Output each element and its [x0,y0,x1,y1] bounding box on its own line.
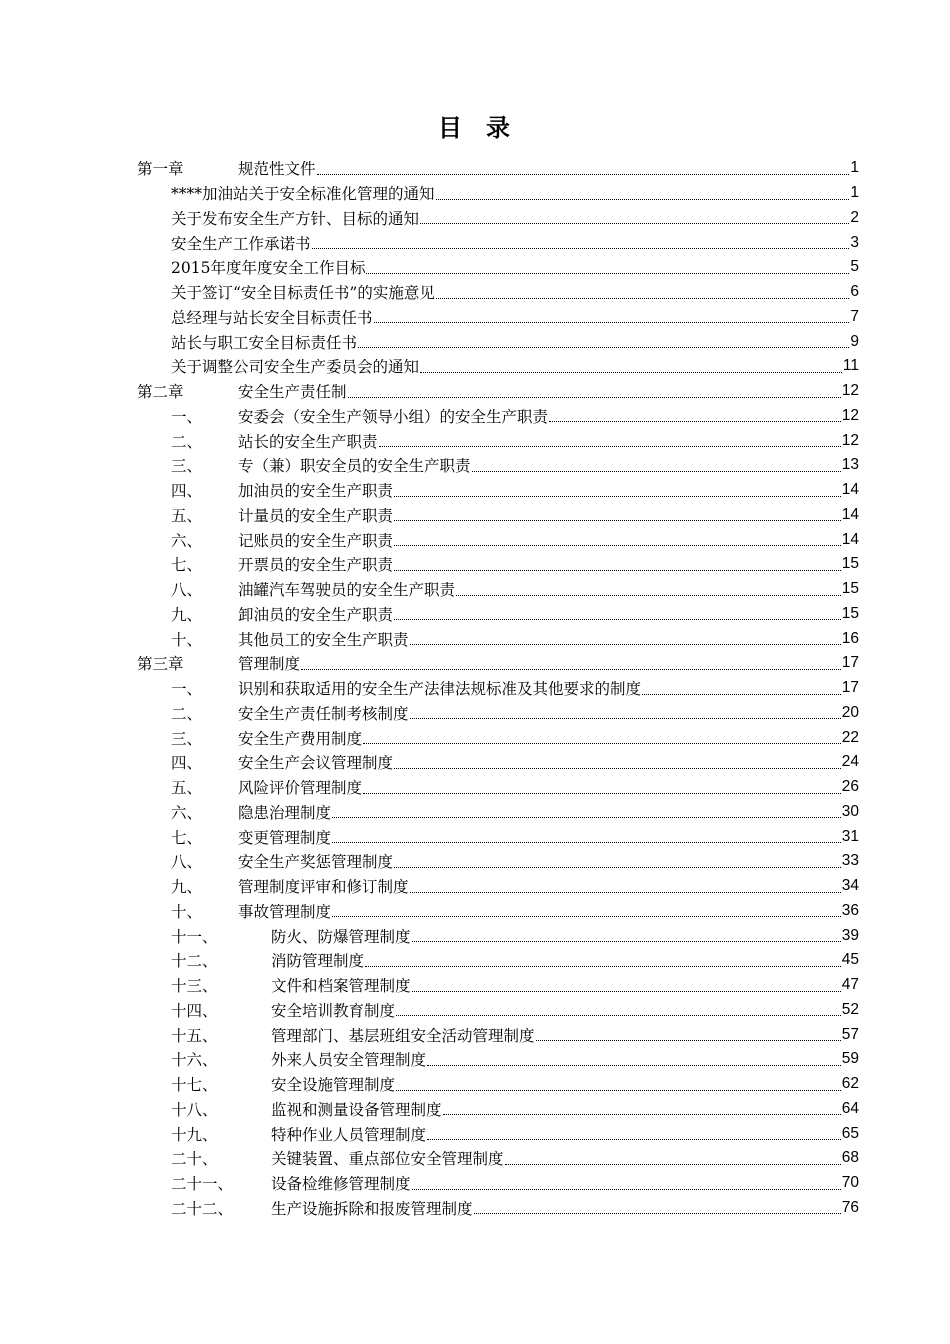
dot-leader [456,595,841,596]
toc-entry-page: 12 [841,382,859,400]
toc-entry-title: 事故管理制度 [238,902,332,921]
toc-entry-title: 特种作业人员管理制度 [271,1125,427,1144]
toc-entry[interactable] [171,923,859,948]
toc-entry-page: 14 [841,505,859,523]
toc-entry-number: 十三、 [171,977,218,996]
toc-entry-page: 24 [841,753,859,771]
toc-entry-number: 九、 [171,878,203,897]
toc-entry-page: 62 [841,1075,859,1093]
dot-leader [394,545,841,546]
toc-entry-number: 七、 [171,828,203,847]
toc-entry-page: 26 [841,778,859,796]
toc-entry-number: 十、 [171,902,203,921]
toc-entry-page: 17 [841,654,859,672]
toc-entry-number: 一、 [171,680,203,699]
toc-entry-page: 31 [841,827,859,845]
toc-entry-page: 14 [841,530,859,548]
dot-leader [394,867,841,868]
toc-entry-page: 34 [841,877,859,895]
toc-entry[interactable] [171,824,859,849]
toc-entry-page: 14 [841,481,859,499]
toc-entry-title: 安全生产责任制考核制度 [238,704,409,723]
toc-entry-number: 十八、 [171,1100,218,1119]
toc-entry-number: 十二、 [171,952,218,971]
toc-entry-page: 15 [841,580,859,598]
toc-entry-number: 十六、 [171,1051,218,1070]
toc-entry-title: 加油员的安全生产职责 [238,482,394,501]
toc-entry-page: 5 [850,258,859,276]
dot-leader [365,966,841,967]
toc-entry[interactable] [171,255,859,280]
toc-entry-title: 关于调整公司安全生产委员会的通知 [171,358,420,377]
toc-entry[interactable] [171,602,859,627]
toc-entry[interactable] [171,800,859,825]
dot-leader [394,570,841,571]
dot-leader [363,743,841,744]
toc-entry-title: 规范性文件 [238,160,316,179]
dot-leader [410,644,841,645]
toc-entry[interactable] [171,478,859,503]
toc-entry-page: 52 [841,1000,859,1018]
toc-heading-part2: 录 [486,113,512,142]
toc-entry-title: 变更管理制度 [238,828,332,847]
toc-entry-title: 关于签订“安全目标责任书”的实施意见 [171,284,435,303]
toc-entry-title: ****加油站关于安全标准化管理的通知 [171,185,435,204]
toc-entry-page: 17 [841,679,859,697]
toc-entry[interactable] [171,775,859,800]
toc-entry-page: 15 [841,604,859,622]
toc-entry-number: 八、 [171,581,203,600]
toc-entry-page: 20 [841,703,859,721]
dot-leader [549,421,841,422]
toc-entry-page: 59 [841,1050,859,1068]
dot-leader [394,496,841,497]
dot-leader [410,892,841,893]
toc-entry-title: 文件和档案管理制度 [271,977,411,996]
toc-entry[interactable] [171,750,859,775]
dot-leader [410,718,841,719]
toc-heading [0,108,950,143]
toc-entry-title: 其他员工的安全生产职责 [238,630,409,649]
toc-entry-title: 安全生产工作承诺书 [171,234,311,253]
toc-heading-part1: 目 [438,113,464,142]
toc-entry-page: 11 [842,357,859,375]
dot-leader [412,991,841,992]
toc-entry[interactable] [171,676,859,701]
dot-leader [436,298,850,299]
toc-entry[interactable] [171,503,859,528]
dot-leader [301,669,841,670]
toc-entry-number: 第二章 [137,383,184,402]
toc-entry-number: 二十二、 [171,1199,234,1218]
toc-entry-page: 13 [841,456,859,474]
toc-entry[interactable] [171,404,859,429]
dot-leader [536,1040,841,1041]
toc-entry[interactable] [171,849,859,874]
toc-entry-title: 安全生产奖惩管理制度 [238,853,394,872]
dot-leader [412,1189,841,1190]
toc-entry[interactable] [171,206,859,231]
toc-entry-title: 安全设施管理制度 [271,1076,396,1095]
toc-entry-title: 管理制度评审和修订制度 [238,878,409,897]
toc-entry[interactable] [171,527,859,552]
toc-entry-number: 六、 [171,803,203,822]
dot-leader [358,347,849,348]
toc-entry-page: 1 [850,184,859,202]
toc-entry-page: 2 [850,208,859,226]
toc-entry-number: 二十一、 [171,1175,234,1194]
toc-entry-page: 1 [850,159,859,177]
dot-leader [396,1090,841,1091]
toc-entry-number: 四、 [171,754,203,773]
toc-entry-page: 70 [841,1174,859,1192]
toc-entry-page: 76 [841,1198,859,1216]
toc-entry[interactable] [171,899,859,924]
toc-entry-title: 风险评价管理制度 [238,779,363,798]
toc-entry-title: 安全生产会议管理制度 [238,754,394,773]
toc-entry[interactable] [137,156,859,181]
toc-entry[interactable] [171,948,859,973]
toc-entry-number: 二十、 [171,1150,218,1169]
dot-leader [427,1065,841,1066]
toc-entry-page: 39 [841,926,859,944]
toc-entry-title: 关于发布安全生产方针、目标的通知 [171,209,420,228]
toc-entry[interactable] [171,1097,859,1122]
toc-entry[interactable] [171,577,859,602]
dot-leader [427,1139,841,1140]
toc-entry-title: 开票员的安全生产职责 [238,556,394,575]
toc-entry-page: 9 [850,332,859,350]
toc-entry-title: 生产设施拆除和报废管理制度 [271,1199,473,1218]
toc-entry-page: 57 [841,1025,859,1043]
toc-entry-title: 总经理与站长安全目标责任书 [171,308,373,327]
dot-leader [396,1015,841,1016]
toc-entry-title: 设备检维修管理制度 [271,1175,411,1194]
toc-entry-number: 一、 [171,407,203,426]
toc-entry-number: 十五、 [171,1026,218,1045]
toc-entry-page: 22 [841,728,859,746]
toc-entry-number: 十一、 [171,927,218,946]
toc-entry-page: 65 [841,1124,859,1142]
toc-entry[interactable] [171,874,859,899]
toc-entry[interactable] [171,552,859,577]
dot-leader [332,916,841,917]
toc-entry-number: 十七、 [171,1076,218,1095]
toc-entry-page: 45 [841,951,859,969]
toc-entry-page: 30 [841,802,859,820]
toc-entry-title: 卸油员的安全生产职责 [238,605,394,624]
toc-entry-title: 管理部门、基层班组安全活动管理制度 [271,1026,535,1045]
toc-entry-title: 计量员的安全生产职责 [238,506,394,525]
toc-entry[interactable] [171,354,859,379]
toc-entry[interactable] [171,626,859,651]
toc-entry-number: 六、 [171,531,203,550]
dot-leader [412,941,841,942]
toc-entry-title: 油罐汽车驾驶员的安全生产职责 [238,581,456,600]
toc-entry-number: 三、 [171,457,203,476]
toc-entry-number: 三、 [171,729,203,748]
toc-entry[interactable] [171,1072,859,1097]
toc-entry-title: 站长与职工安全目标责任书 [171,333,358,352]
dot-leader [420,223,849,224]
toc-entry-number: 八、 [171,853,203,872]
dot-leader [394,619,841,620]
toc-entry-page: 33 [841,852,859,870]
toc-entry[interactable] [171,1022,859,1047]
toc-entry[interactable] [171,1196,859,1221]
toc-entry-title: 记账员的安全生产职责 [238,531,394,550]
toc-entry-number: 二、 [171,432,203,451]
toc-entry-number: 七、 [171,556,203,575]
toc-entry-number: 十九、 [171,1125,218,1144]
toc-entry[interactable] [171,998,859,1023]
toc-entry[interactable] [171,1146,859,1171]
toc-entry[interactable] [171,1121,859,1146]
toc-entry[interactable] [137,379,859,404]
toc-entry-page: 12 [841,406,859,424]
toc-entry-page: 47 [841,976,859,994]
toc-entry-number: 五、 [171,506,203,525]
dot-leader [394,768,841,769]
toc-entry[interactable] [171,181,859,206]
toc-entry-title: 管理制度 [238,655,301,674]
toc-entry-page: 6 [850,283,859,301]
toc-entry-number: 十四、 [171,1001,218,1020]
dot-leader [642,694,841,695]
dot-leader [312,248,850,249]
toc-entry-title: 防火、防爆管理制度 [271,927,411,946]
toc-entry[interactable] [137,651,859,676]
toc-entry[interactable] [171,1047,859,1072]
toc-entry-title: 专（兼）职安全员的安全生产职责 [238,457,471,476]
toc-entry-number: 第三章 [137,655,184,674]
toc-entry-title: 关键装置、重点部位安全管理制度 [271,1150,504,1169]
toc-entry-title: 识别和获取适用的安全生产法律法规标准及其他要求的制度 [238,680,642,699]
toc-entry-title: 2015年度年度安全工作目标 [171,259,366,278]
dot-leader [394,520,841,521]
toc-entry[interactable] [171,1171,859,1196]
dot-leader [374,322,850,323]
toc-entry-title: 安全培训教育制度 [271,1001,396,1020]
toc-entry-number: 第一章 [137,160,184,179]
dot-leader [420,372,842,373]
toc-entry-number: 十、 [171,630,203,649]
toc-entry-title: 安全生产费用制度 [238,729,363,748]
dot-leader [379,446,841,447]
dot-leader [436,199,850,200]
toc-entry-title: 消防管理制度 [271,952,365,971]
toc-entry[interactable] [171,701,859,726]
toc-entry[interactable] [171,280,859,305]
toc-entry-number: 五、 [171,779,203,798]
toc-entry-title: 隐患治理制度 [238,803,332,822]
toc-entry-title: 安全生产责任制 [238,383,347,402]
toc-entry-page: 36 [841,901,859,919]
dot-leader [348,397,841,398]
toc-entry[interactable] [171,230,859,255]
toc-entry-title: 外来人员安全管理制度 [271,1051,427,1070]
toc-entry[interactable] [171,305,859,330]
dot-leader [317,174,850,175]
toc-entry-page: 16 [841,629,859,647]
toc-entry-page: 68 [841,1149,859,1167]
toc-entry-title: 站长的安全生产职责 [238,432,378,451]
toc-entry-number: 九、 [171,605,203,624]
dot-leader [366,273,849,274]
dot-leader [474,1213,841,1214]
toc-entry[interactable] [171,725,859,750]
toc-entry-title: 安委会（安全生产领导小组）的安全生产职责 [238,407,549,426]
dot-leader [332,817,841,818]
toc-entry-number: 二、 [171,704,203,723]
dot-leader [332,842,841,843]
toc-entry-page: 12 [841,431,859,449]
dot-leader [472,471,841,472]
toc-entry-page: 7 [850,307,859,325]
toc-entry[interactable] [171,453,859,478]
dot-leader [363,793,841,794]
toc-entry-number: 四、 [171,482,203,501]
toc-entry-page: 3 [850,233,859,251]
toc-entry[interactable] [171,329,859,354]
dot-leader [505,1164,841,1165]
toc-entry[interactable] [171,973,859,998]
toc-entry-page: 64 [841,1099,859,1117]
toc-entry[interactable] [171,428,859,453]
dot-leader [443,1114,841,1115]
toc-entry-title: 监视和测量设备管理制度 [271,1100,442,1119]
toc-entry-page: 15 [841,555,859,573]
